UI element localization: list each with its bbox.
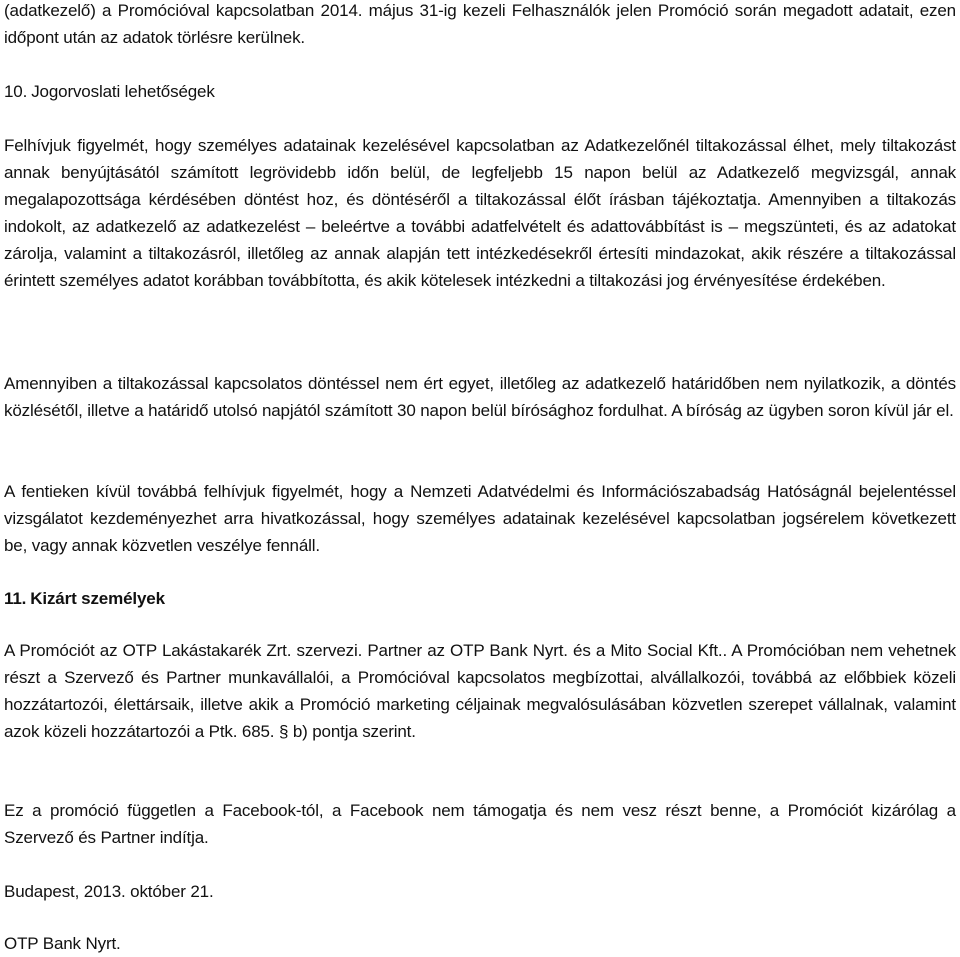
- section-10-paragraph-1: Felhívjuk figyelmét, hogy személyes adatainak kezelésével kapcsolatban az Adatkezelőnél tiltakozással élhet, mely tiltakozást annak benyújtásától számított legrövidebb időn belül, de legfeljebb 15 napon belül az Adatkezelő megvizsgál, annak megalapozottsága kérdésében döntést hoz, és döntéséről a tiltakozással élőt írásban tájékoztatja. Amennyiben a tiltakozás indokolt, az adatkezelő az adatkezelést – beleértve a további adatfelvételt és adattovábbítást is – megszünteti, és az adatokat zárolja, valamint a tiltakozásról, illetőleg az annak alapján tett intézkedésekről értesíti mindazokat, akik részére a tiltakozással érintett személyes adatot korábban továbbította, és akik kötelesek intézkedni a tiltakozási jog érvényesítése érdekében.: [4, 136, 956, 290]
- section-10-number: 10.: [4, 82, 28, 101]
- intro-paragraph: (adatkezelő) a Promócióval kapcsolatban 2014. május 31-ig kezeli Felhasználók jelen Promóció során megadott adatait, ezen időpont után az adatok törlésre kerülnek.: [4, 1, 956, 47]
- closing-date: Budapest, 2013. október 21.: [4, 882, 214, 901]
- section-11-paragraph-2: Ez a promóció független a Facebook-tól, a Facebook nem támogatja és nem vesz részt benne, a Promóciót kizárólag a Szervező és Partner indítja.: [4, 801, 956, 847]
- section-11-title: Kizárt személyek: [30, 589, 165, 608]
- section-10-heading: [4, 78, 215, 105]
- section-11-number: 11.: [4, 589, 27, 608]
- section-10-paragraph-2: Amennyiben a tiltakozással kapcsolatos döntéssel nem ért egyet, illetőleg az adatkezelő határidőben nem nyilatkozik, a döntés közlésétől, illetve a határidő utolsó napjától számított 30 napon belül bírósághoz fordulhat. A bíróság az ügyben soron kívül jár el.: [4, 374, 956, 420]
- section-10-paragraph-3: A fentieken kívül továbbá felhívjuk figyelmét, hogy a Nemzeti Adatvédelmi és Információszabadság Hatóságnál bejelentéssel vizsgálatot kezdeményezhet arra hivatkozással, hogy személyes adatainak kezelésével kapcsolatban jogsérelem következett be, vagy annak közvetlen veszélye fennáll.: [4, 482, 956, 555]
- section-11-paragraph-1: A Promóciót az OTP Lakástakarék Zrt. szervezi. Partner az OTP Bank Nyrt. és a Mito Social Kft.. A Promócióban nem vehetnek részt a Szervező és Partner munkavállalói, a Promócióval kapcsolatos megbízottai, alvállalkozói, továbbá az előbbiek közeli hozzátartozói, élettársaik, illetve akik a Promóció marketing céljainak megvalósulásában közvetlen szerepet vállalnak, valamint azok közeli hozzátartozói a Ptk. 685. § b) pontja szerint.: [4, 641, 956, 741]
- closing-signature: OTP Bank Nyrt.: [4, 934, 121, 953]
- section-10-title: Jogorvoslati lehetőségek: [31, 82, 215, 101]
- section-11-heading: [4, 585, 165, 612]
